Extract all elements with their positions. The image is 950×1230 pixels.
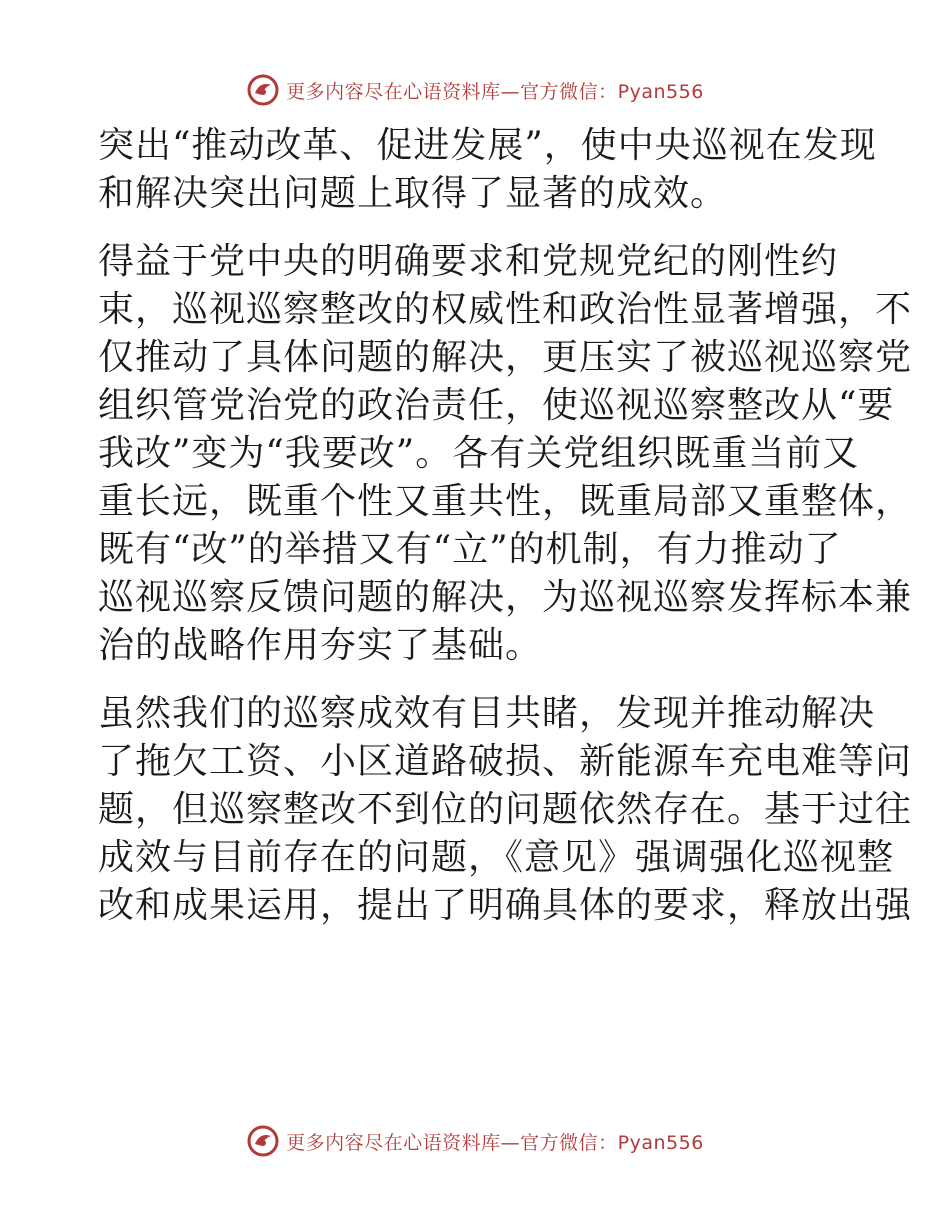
- text-line: 改和成果运用，提出了明确具体的要求，释放出强: [98, 885, 913, 926]
- text-line: 治的战略作用夯实了基础。: [98, 625, 543, 666]
- text-line: 既有“改”的举措又有“立”的机制，有力推动了: [98, 529, 842, 570]
- sun-swirl-logo-icon: [246, 1124, 280, 1158]
- text-line: 我改”变为“我要改”。各有关党组织既重当前又: [98, 433, 860, 474]
- paragraph-3: [98, 690, 913, 930]
- text-line: 成效与目前存在的问题，《意见》强调强化巡视整: [98, 837, 895, 878]
- paragraph-1: [98, 122, 877, 218]
- document-body: [98, 122, 913, 930]
- header-text: 更多内容尽在心语资料库—官方微信：Pyan556: [286, 80, 704, 103]
- text-line: 巡视巡察反馈问题的解决，为巡视巡察发挥标本兼: [98, 577, 913, 618]
- text-line: 和解决突出问题上取得了显著的成效。: [98, 173, 728, 214]
- footer-banner: [0, 1121, 950, 1161]
- text-line: 了拖欠工资、小区道路破损、新能源车充电难等问: [98, 741, 913, 782]
- text-line: 虽然我们的巡察成效有目共睹，发现并推动解决: [98, 693, 876, 734]
- footer-text: 更多内容尽在心语资料库—官方微信：Pyan556: [286, 1131, 704, 1154]
- text-line: 仅推动了具体问题的解决，更压实了被巡视巡察党: [98, 337, 913, 378]
- sun-swirl-logo-icon: [246, 73, 280, 107]
- header-banner: [0, 70, 950, 110]
- text-line: 题，但巡察整改不到位的问题依然存在。基于过往: [98, 789, 913, 830]
- text-line: 得益于党中央的明确要求和党规党纪的刚性约: [98, 241, 839, 282]
- text-line: 重长远，既重个性又重共性，既重局部又重整体，: [98, 481, 913, 522]
- text-line: 束，巡视巡察整改的权威性和政治性显著增强，不: [98, 289, 913, 330]
- text-line: 突出“推动改革、促进发展”，使中央巡视在发现: [98, 125, 877, 166]
- paragraph-2: [98, 238, 913, 670]
- text-line: 组织管党治党的政治责任，使巡视巡察整改从“要: [98, 385, 895, 426]
